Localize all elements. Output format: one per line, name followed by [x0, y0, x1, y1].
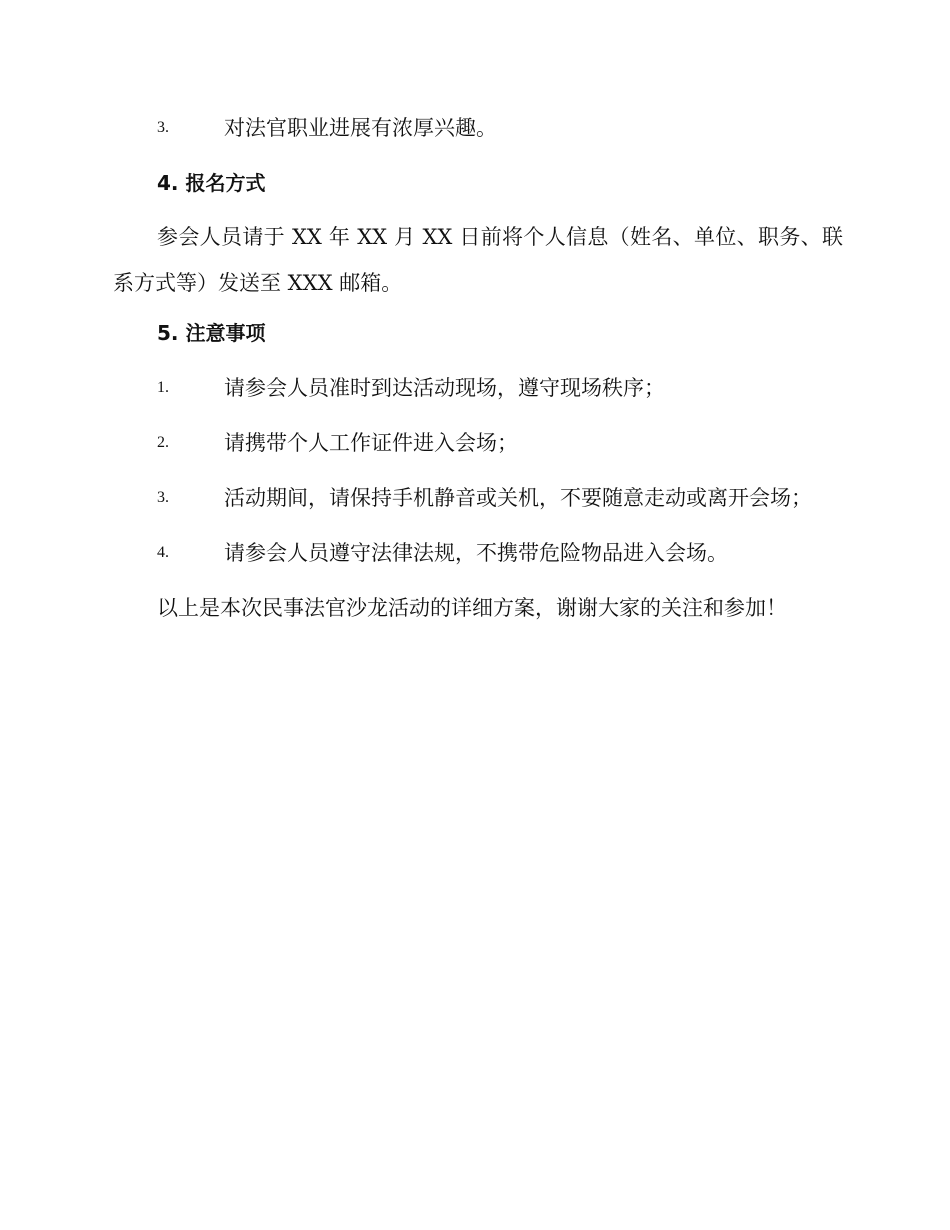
- list-item-text: 请参会人员准时到达活动现场，遵守现场秩序；: [224, 376, 665, 400]
- list-item-text: 请携带个人工作证件进入会场；: [224, 431, 518, 455]
- list-item-text: 活动期间，请保持手机静音或关机，不要随意走动或离开会场；: [224, 486, 812, 510]
- section-heading-notes: 5. 注意事项: [157, 321, 266, 345]
- section-heading-registration: 4. 报名方式: [157, 171, 266, 195]
- registration-paragraph: 参会人员请于 XX 年 XX 月 XX 日前将个人信息（姓名、单位、职务、联系方式等）发送至 XXX 邮箱。: [113, 225, 843, 295]
- list-item-number: 3.: [157, 489, 169, 506]
- list-item-text: 对法官职业进展有浓厚兴趣。: [224, 116, 497, 140]
- list-item-number: 2.: [157, 434, 169, 451]
- list-item-number: 3.: [157, 119, 169, 136]
- list-item-number: 4.: [157, 544, 169, 561]
- list-item-number: 1.: [157, 379, 169, 396]
- list-item-text: 请参会人员遵守法律法规，不携带危险物品进入会场。: [224, 541, 728, 565]
- closing-paragraph: 以上是本次民事法官沙龙活动的详细方案，谢谢大家的关注和参加！: [157, 596, 787, 620]
